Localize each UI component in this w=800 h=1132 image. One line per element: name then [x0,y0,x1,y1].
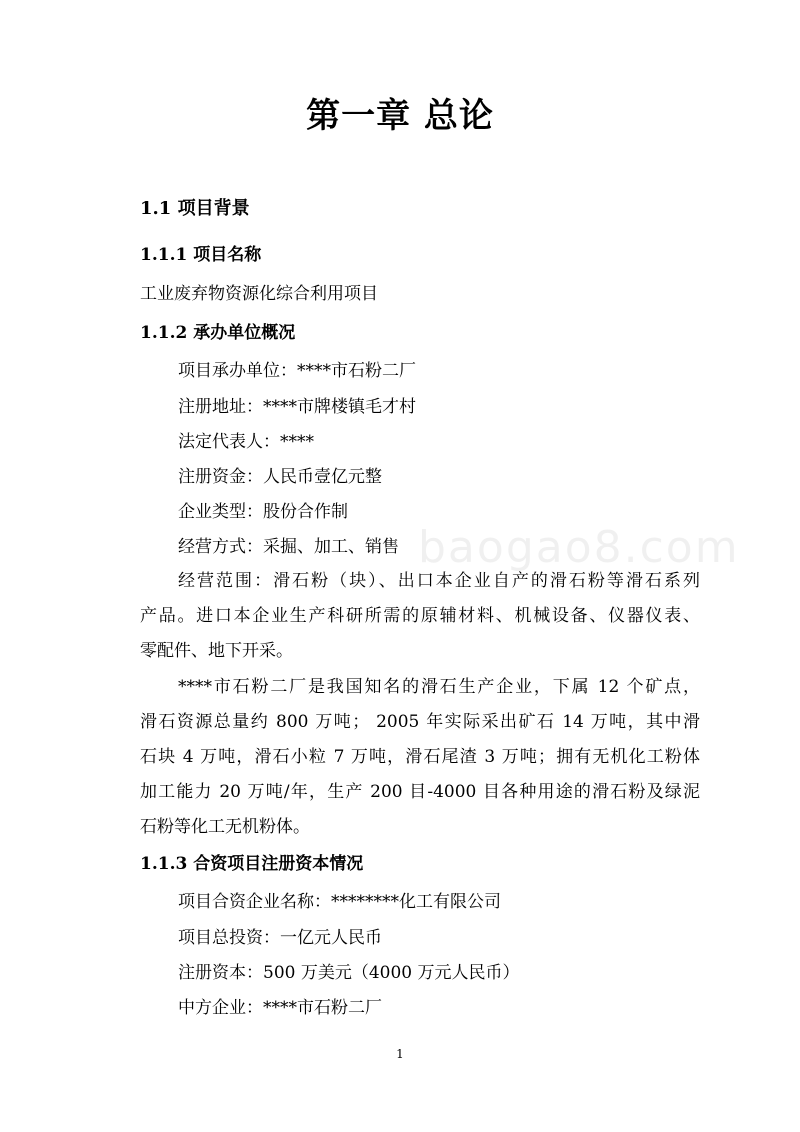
info-line: 企业类型：股份合作制 [178,502,348,522]
capital-line: 中方企业：****市石粉二厂 [178,998,382,1018]
company-profile-line: 滑石资源总量约 800 万吨； 2005 年实际采出矿石 14 万吨，其中滑 [140,712,700,732]
info-line: 注册资金：人民币壹亿元整 [178,467,382,487]
project-name: 工业废弃物资源化综合利用项目 [140,284,378,304]
section-heading-1-1: 1.1 项目背景 [140,198,250,219]
business-scope-line: 产品。进口本企业生产科研所需的原辅材料、机械设备、仪器仪表、 [140,606,700,626]
business-scope-line: 经营范围：滑石粉（块）、出口本企业自产的滑石粉等滑石系列 [178,571,700,591]
business-scope-line: 零配件、地下开采。 [140,641,293,661]
company-profile-line: 石块 4 万吨，滑石小粒 7 万吨，滑石尾渣 3 万吨；拥有无机化工粉体 [140,747,700,767]
capital-line: 项目合资企业名称：********化工有限公司 [178,892,501,912]
info-line: 法定代表人：**** [178,432,314,452]
company-profile-line: ****市石粉二厂是我国知名的滑石生产企业，下属 12 个矿点， [178,677,700,697]
capital-line: 注册资本：500 万美元（4000 万元人民币） [178,963,520,983]
section-heading-1-1-2: 1.1.2 承办单位概况 [140,323,296,343]
page-number: 1 [396,1047,404,1061]
chapter-title: 第一章 总论 [306,96,494,136]
company-profile-line: 石粉等化工无机粉体。 [140,817,310,837]
company-profile-line: 加工能力 20 万吨/年，生产 200 目-4000 目各种用途的滑石粉及绿泥 [140,782,700,802]
section-heading-1-1-3: 1.1.3 合资项目注册资本情况 [140,854,364,874]
capital-line: 项目总投资：一亿元人民币 [178,928,382,948]
info-line: 项目承办单位：****市石粉二厂 [178,361,416,381]
info-line: 注册地址：****市牌楼镇毛才村 [178,397,416,417]
info-line: 经营方式：采掘、加工、销售 [178,537,399,557]
watermark: baogao8.com [418,522,740,573]
section-heading-1-1-1: 1.1.1 项目名称 [140,245,262,265]
